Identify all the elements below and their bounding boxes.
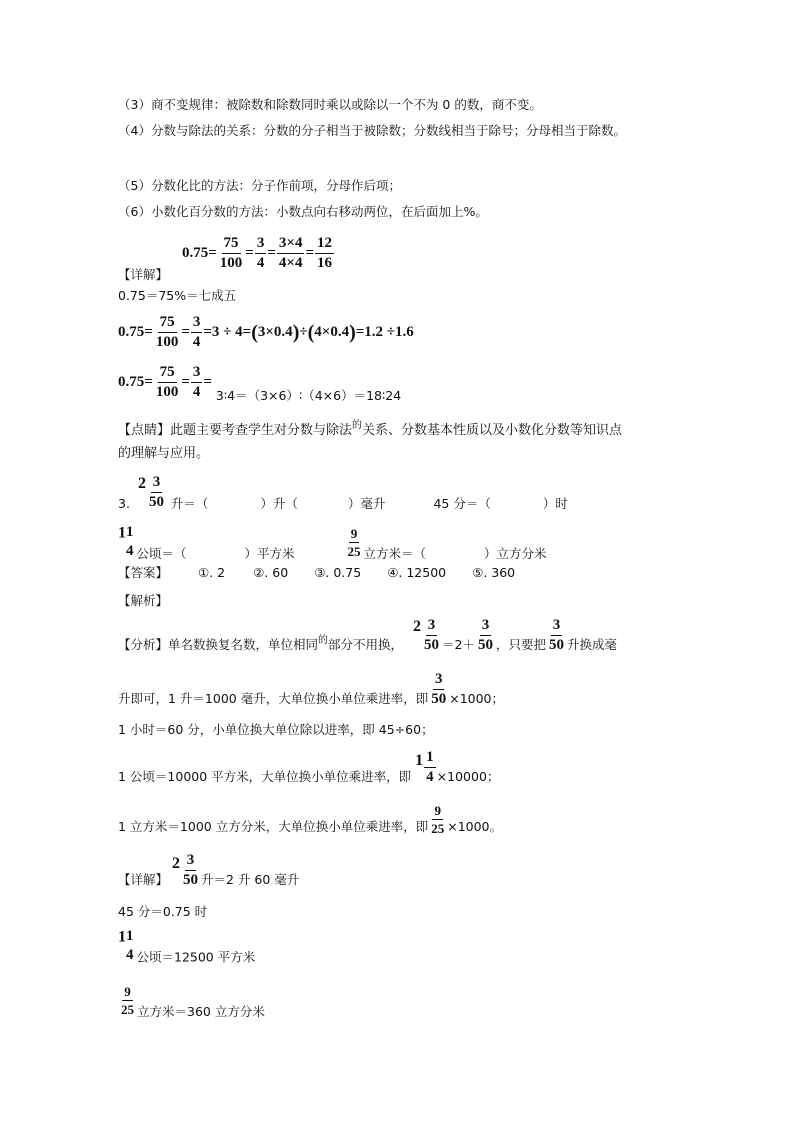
fraction [476, 618, 495, 653]
math-text: ( [307, 321, 315, 344]
math-text: ×1000； [449, 691, 505, 706]
math-text: 【详解】 [118, 872, 169, 887]
analysis-line-3: 1 小时＝60 分，小单位换大单位除以进率，即 45÷60； [118, 722, 434, 737]
math-text: ）时 [542, 496, 568, 511]
math-text: ÷ [299, 324, 308, 340]
denominator: 16 [317, 255, 333, 271]
math-text: 的 [352, 420, 363, 431]
numerator: 3 [185, 853, 197, 871]
math-text: = [181, 324, 190, 340]
math-text: ⑤. 360 [472, 565, 516, 580]
fraction [191, 365, 203, 400]
detail-equation-4 [118, 365, 401, 403]
detail-2-line-4 [118, 985, 265, 1019]
numerator: 3 [480, 618, 492, 636]
numerator: 3 [426, 618, 438, 636]
numerator: 3 [191, 315, 203, 333]
math-text: = [305, 245, 315, 261]
denominator: 100 [219, 255, 243, 271]
math-text: 2 [137, 475, 146, 492]
math-text: 的 [318, 635, 329, 646]
math-text: ( [251, 321, 258, 344]
fraction [154, 365, 181, 400]
math-text: = [203, 374, 212, 390]
math-text: ②. 60 [253, 565, 289, 580]
fraction [124, 525, 136, 559]
detail-2-line-3 [118, 929, 255, 964]
fraction [191, 315, 203, 350]
denominator: 4 [126, 543, 134, 559]
math-text: 0.75= [118, 374, 153, 390]
math-text: 1 [415, 752, 424, 769]
analysis-line-4 [118, 750, 499, 785]
math-text [364, 546, 547, 561]
numerator: 12 [315, 236, 334, 254]
numerator: 9 [350, 525, 358, 541]
analysis-line-1 [118, 618, 617, 653]
analysis-line-5 [118, 804, 502, 835]
math-text: 1 [118, 928, 126, 946]
denominator: 25 [347, 543, 361, 559]
math-text: ) [292, 321, 300, 344]
denominator: 50 [431, 691, 447, 707]
numerator: 3 [255, 236, 267, 254]
math-text: 公顷＝（ [136, 545, 187, 561]
fraction [181, 853, 200, 888]
math-text: ）立方分米 [484, 545, 547, 561]
math-text: ×1000。 [447, 819, 503, 834]
fraction [154, 315, 181, 350]
fraction [429, 672, 448, 707]
math-text: 3∶4＝（3×6）∶（4×6）＝18∶24 [215, 388, 402, 403]
numerator: 1 [126, 524, 134, 540]
numerator: 1 [424, 750, 436, 768]
rule-5: （5）分数化比的方法：分子作前项，分母作后项； [118, 178, 401, 193]
numerator: 3 [551, 618, 563, 636]
math-text: 升即可，1 升＝1000 毫升，大单位换小单位乘进率，即 [118, 691, 429, 706]
math-text: ）升（ [260, 496, 298, 511]
denominator: 4 [192, 334, 201, 350]
rule-6: （6）小数化百分数的方法：小数点向右移动两位，在后面加上%。 [118, 204, 488, 219]
fraction [315, 236, 334, 271]
math-text: ①. 2 [198, 565, 226, 580]
denominator: 4 [126, 947, 134, 963]
numerator: 9 [434, 803, 441, 818]
numerator: 75 [158, 315, 177, 333]
rule-4: （4）分数与除法的关系：分数的分子相当于被除数；分数线相当于除号；分母相当于除数。 [118, 123, 626, 138]
fraction [429, 804, 446, 835]
analysis-line-2 [118, 672, 504, 707]
numerator: 1 [126, 928, 134, 944]
math-text: = [267, 245, 276, 261]
math-text: 3. [118, 496, 130, 511]
numerator: 3 [191, 365, 203, 383]
comment-paragraph-cont: 的理解与应用。 [118, 446, 210, 461]
detail-label: 【详解】 [118, 267, 169, 282]
math-text: 【分析】单名数换复名数，单位相同 [118, 637, 319, 652]
answer-row [118, 567, 515, 580]
fraction [547, 618, 566, 653]
numerator: 3×4 [277, 236, 305, 254]
numerator: 3 [151, 475, 163, 493]
math-text: 2 [172, 855, 181, 872]
math-text: 升换成毫 [567, 637, 618, 652]
math-text [137, 546, 345, 561]
question-3-line-1 [118, 475, 568, 511]
fraction [124, 929, 136, 963]
denominator: 25 [121, 1002, 134, 1017]
denominator: 100 [155, 384, 179, 400]
denominator: 50 [424, 637, 440, 653]
math-text: 2 [413, 618, 422, 635]
denominator: 25 [431, 821, 445, 836]
question-3-line-2 [118, 525, 547, 560]
math-text: 1 公顷＝10000 平方米，大单位换小单位乘进率，即 [118, 769, 412, 784]
fraction [119, 985, 136, 1016]
denominator: 4 [192, 384, 201, 400]
math-text: 升＝（ [170, 496, 209, 511]
math-text: 0.75= [118, 324, 153, 340]
fraction [424, 750, 436, 785]
math-text: = [245, 245, 254, 261]
math-text: ) [349, 321, 356, 344]
denominator: 50 [183, 872, 199, 888]
detail-equation-3 [118, 315, 414, 350]
denominator: 50 [477, 637, 493, 653]
math-text: 升＝2 升 60 毫升 [201, 872, 300, 887]
analysis-heading: 【解析】 [118, 593, 169, 608]
math-text: 部分不用换， [328, 637, 404, 652]
math-text [118, 637, 403, 652]
math-text: 0.75= [181, 245, 217, 261]
math-text: ④. 12500 [387, 565, 447, 580]
math-text: 1 [118, 524, 126, 542]
numerator: 75 [158, 365, 177, 383]
math-text: 3×0.4 [257, 324, 293, 340]
denominator: 4×4 [278, 255, 303, 271]
math-text: 立方米＝360 立方分米 [137, 1004, 265, 1019]
math-text: =3 ÷ 4= [203, 324, 252, 340]
denominator: 4 [426, 769, 434, 785]
fraction [255, 236, 267, 271]
fraction [422, 618, 441, 653]
numerator: 75 [222, 236, 241, 254]
math-text: 45 分＝（ [433, 496, 491, 511]
denominator: 100 [155, 334, 179, 350]
math-text [171, 496, 568, 511]
math-text: =1.2 ÷1.6 [355, 324, 414, 340]
math-text: ③. 0.75 [314, 565, 362, 580]
math-text: 1 立方米＝1000 立方分米，大单位换小单位乘进率，即 [118, 819, 429, 834]
math-text: 【答案】 [118, 565, 169, 580]
numerator: 9 [124, 984, 131, 999]
fraction [147, 475, 166, 510]
math-text: ＝2＋ [442, 637, 475, 652]
detail-line-2: 0.75＝75%＝七成五 [118, 288, 237, 303]
detail-2-line-1 [118, 853, 299, 888]
denominator: 50 [148, 494, 164, 510]
fraction [346, 527, 363, 558]
detail-equation-1 [118, 236, 335, 282]
rule-3: （3）商不变规律：被除数和除数同时乘以或除以一个不为 0 的数，商不变。 [118, 97, 542, 112]
math-text: 关系、分数基本性质以及小数化分数等知识点 [362, 423, 623, 438]
math-text: ，只要把 [495, 637, 546, 652]
math-text: 4×0.4 [314, 324, 350, 340]
fraction [218, 236, 245, 271]
denominator: 4 [256, 255, 265, 271]
fraction [277, 236, 305, 271]
math-text: 立方米＝（ [363, 545, 427, 561]
math-text: 公顷＝12500 平方米 [136, 949, 256, 965]
math-text: = [181, 374, 190, 390]
math-text: ×10000； [436, 769, 500, 784]
math-text: 【点睛】此题主要考查学生对分数与除法 [118, 423, 353, 438]
math-text: ）毫升 [347, 496, 386, 511]
math-text: ）平方米 [244, 545, 295, 561]
numerator: 3 [433, 672, 445, 690]
detail-2-line-2: 45 分＝0.75 时 [118, 904, 208, 919]
comment-paragraph [118, 421, 622, 437]
denominator: 50 [549, 637, 564, 653]
